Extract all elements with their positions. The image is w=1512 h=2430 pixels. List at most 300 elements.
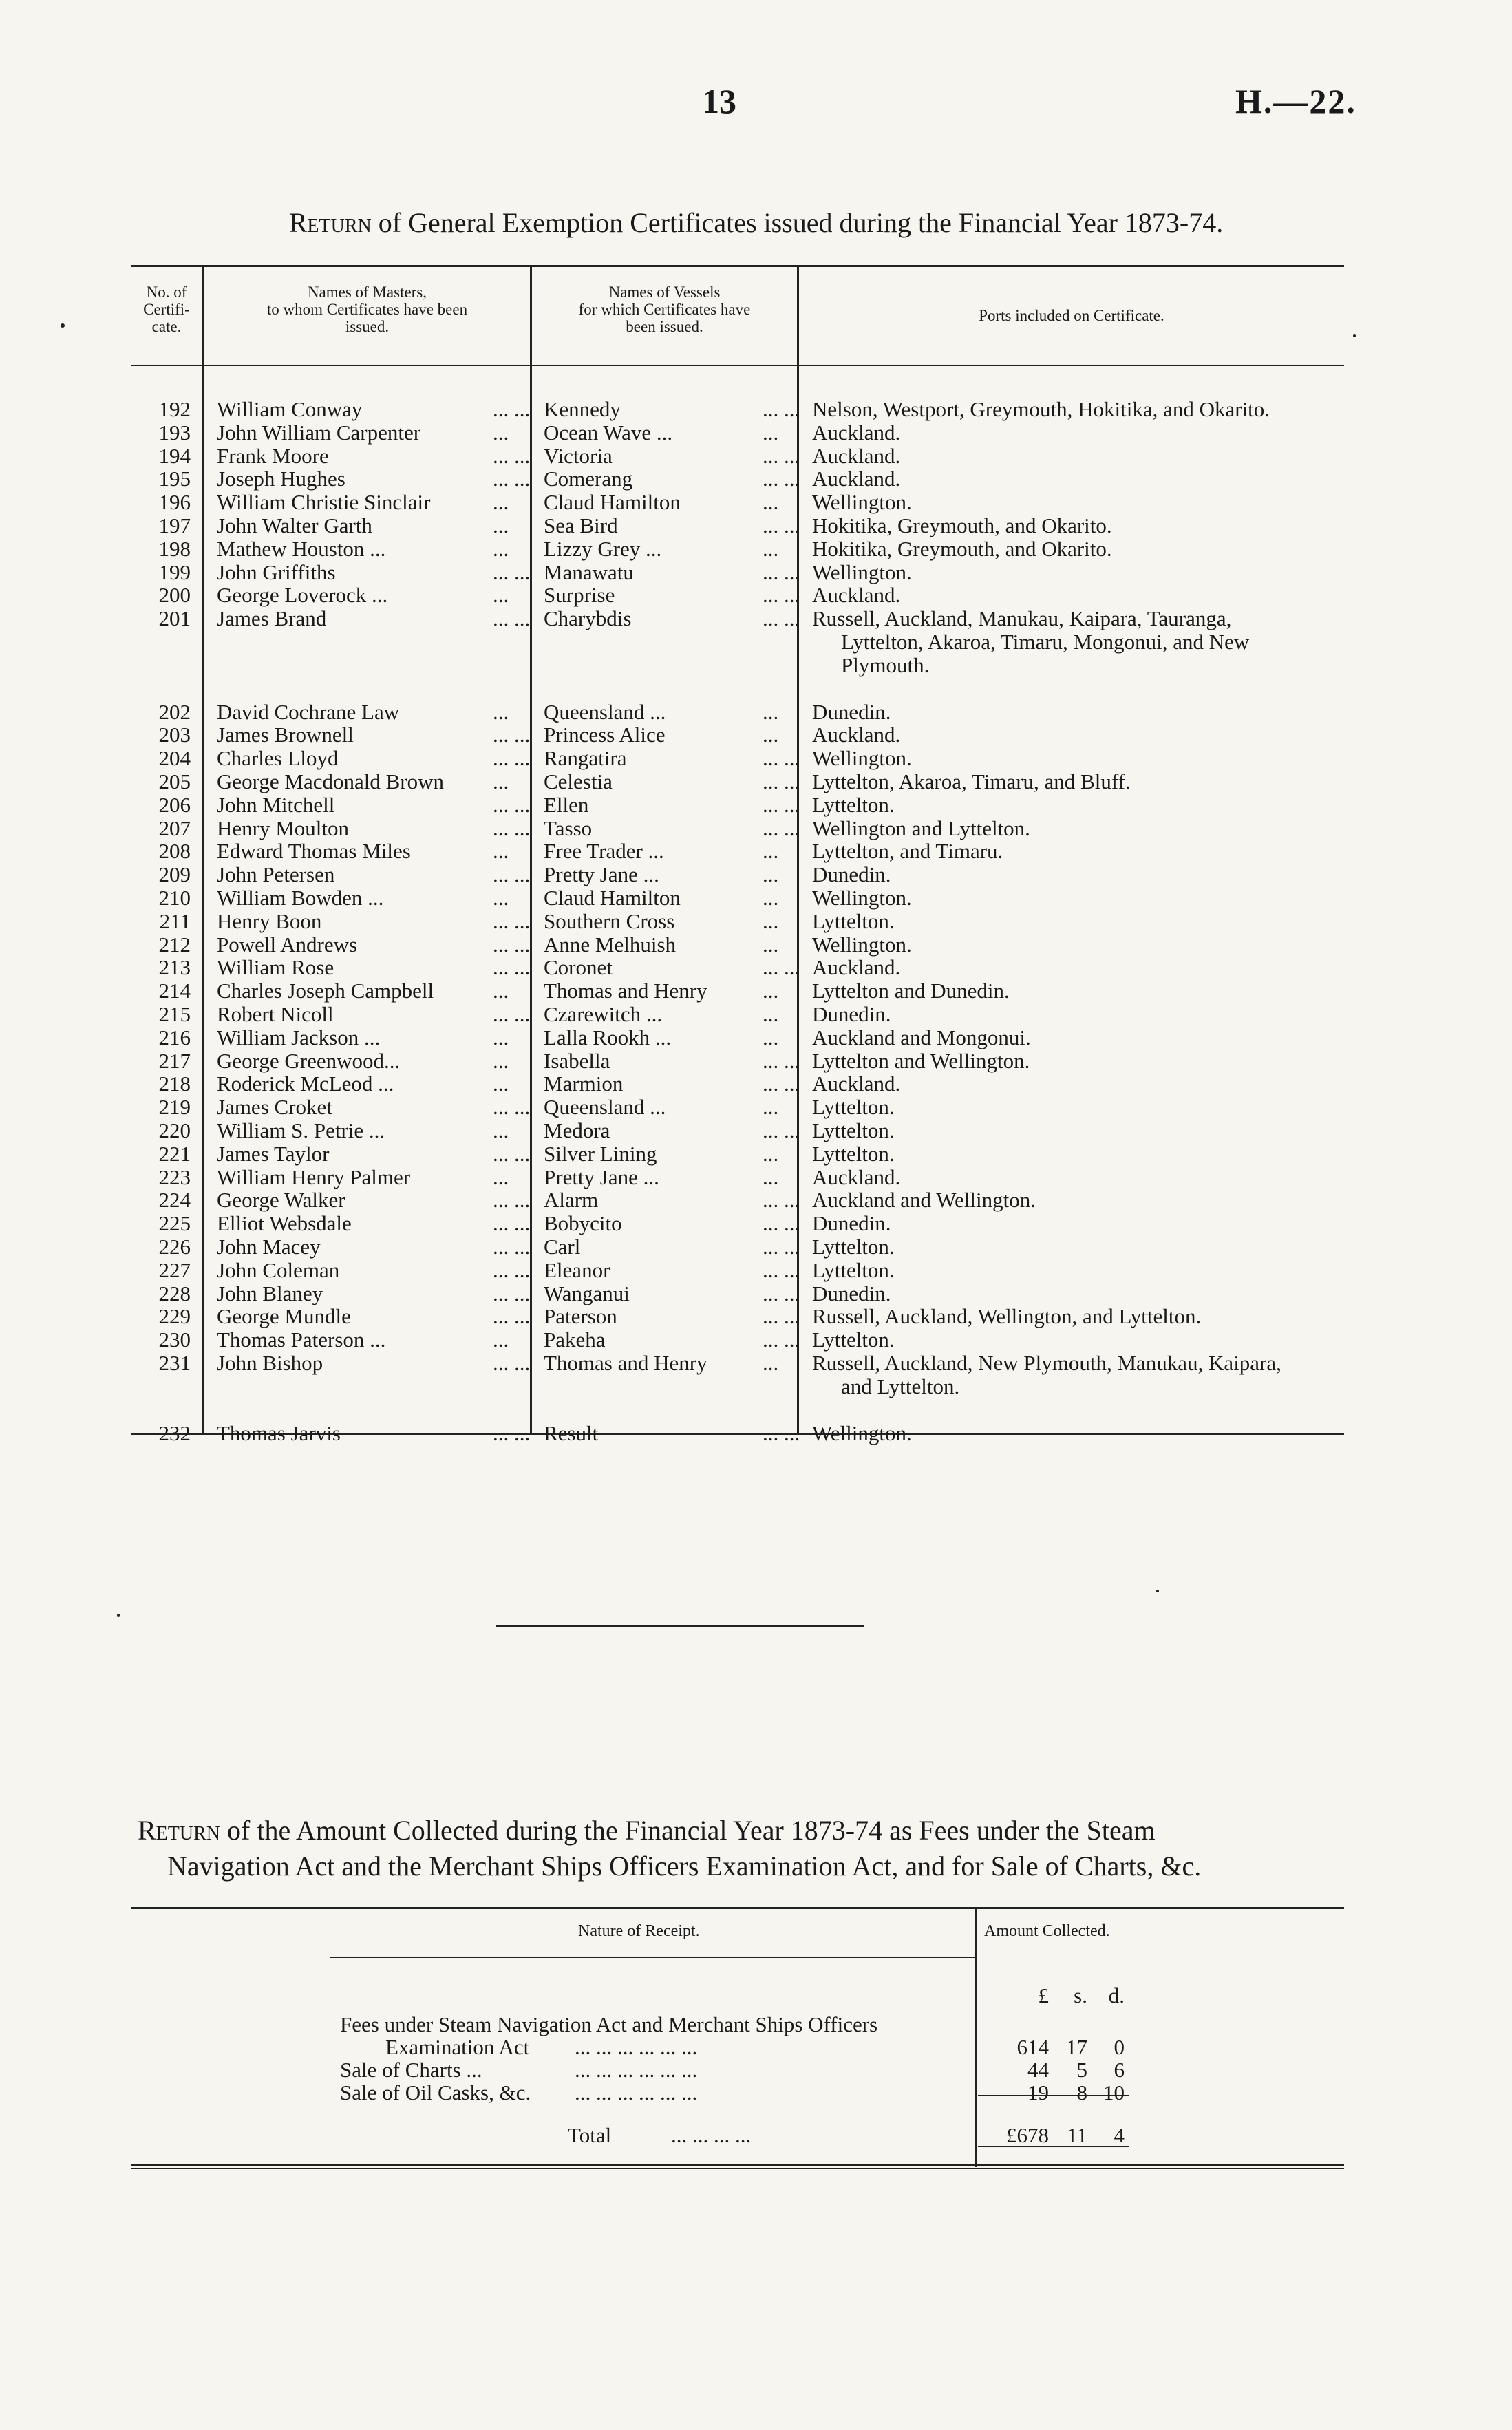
ports-included: Auckland and Mongonui. — [812, 1025, 1031, 1049]
section-separator — [496, 1625, 864, 1627]
vessel-name: Claud Hamilton — [544, 490, 681, 515]
vessel-name: Ocean Wave ... — [544, 420, 673, 445]
certificate-number: 229 — [158, 1304, 191, 1329]
ports-included: Lyttelton. — [812, 1257, 895, 1282]
margin-mark — [1156, 1590, 1159, 1592]
certificate-number: 226 — [158, 1235, 191, 1259]
col-header-line: issued. — [345, 318, 390, 335]
master-name: William Christie Sinclair — [217, 490, 431, 515]
receipt-label: Fees under Steam Navigation Act and Merchant Ships Officers — [340, 2012, 878, 2036]
col-header-line: cate. — [151, 318, 182, 335]
master-name: William S. Petrie ... — [217, 1118, 385, 1142]
leader-dots: ... ... — [763, 1072, 800, 1096]
fees-column-divider — [975, 1907, 977, 2167]
table-row — [0, 863, 1512, 886]
leader-dots: ... ... — [763, 1235, 800, 1259]
master-name: John Blaney — [217, 1281, 323, 1305]
master-name: George Mundle — [217, 1304, 351, 1329]
leader-dots: ... — [493, 1328, 509, 1352]
vessel-name: Result — [544, 1420, 599, 1445]
leader-dots: ... ... — [493, 932, 531, 957]
amount-pounds: 614 — [1016, 2035, 1049, 2059]
leader-dots: ... ... — [493, 1351, 531, 1375]
title-rest: of General Exemption Certificates issued during the Financial Year 1873-74. — [371, 207, 1224, 238]
vessel-name: Marmion — [544, 1072, 624, 1096]
ports-continuation: and Lyttelton. — [841, 1374, 960, 1398]
col-header-line: Names of Vessels — [608, 284, 721, 301]
amount-pounds: 19 — [1027, 2080, 1049, 2104]
leader-dots: ... — [493, 536, 509, 561]
certificate-number: 201 — [158, 606, 191, 631]
master-name: George Macdonald Brown — [217, 769, 445, 793]
title-lead: Return — [288, 207, 372, 238]
leader-dots: ... — [763, 1141, 779, 1166]
table-row — [0, 1305, 1512, 1328]
title-lead: Return — [138, 1815, 221, 1846]
leader-dots: ... ... — [763, 769, 800, 793]
certificate-number: 204 — [158, 746, 191, 771]
vessel-name: Charybdis — [544, 606, 632, 631]
table-row — [0, 1026, 1512, 1049]
ports-included: Auckland. — [812, 583, 901, 608]
title-rest: of the Amount Collected during the Financial Year 1873-74 as Fees under the Steam — [220, 1815, 1156, 1846]
vessel-name: Princess Alice — [544, 723, 666, 747]
vessel-name: Silver Lining — [544, 1141, 657, 1166]
vessel-name: Free Trader ... — [544, 839, 664, 864]
leader-dots: ... — [763, 1164, 779, 1189]
leader-dots: ... ... — [493, 1002, 531, 1026]
leader-dots: ... ... — [493, 723, 531, 747]
leader-dots: ... — [493, 839, 509, 864]
ports-included: Lyttelton. — [812, 1328, 895, 1352]
shillings-heading: s. — [1074, 1983, 1087, 2007]
leader-dots: ... ... — [763, 1257, 800, 1282]
table-row — [0, 1352, 1512, 1375]
leader-dots: ... ... — [493, 1257, 531, 1282]
amount-pence: 0 — [1114, 2035, 1125, 2059]
leader-dots: ... — [493, 1048, 509, 1073]
vessel-name: Medora — [544, 1118, 610, 1142]
vessel-name: Manawatu — [544, 559, 634, 584]
vessel-name: Tasso — [544, 816, 593, 840]
leader-dots: ... — [763, 862, 779, 887]
ports-included: Lyttelton. — [812, 908, 895, 933]
table-row — [0, 933, 1512, 957]
leader-dots: ... ... ... ... ... ... — [575, 2035, 698, 2059]
leader-dots: ... ... — [763, 1211, 800, 1236]
master-name: William Jackson ... — [217, 1025, 381, 1049]
col-header-line: Names of Masters, — [307, 284, 427, 301]
fees-header-rule — [330, 1957, 975, 1958]
col-header-line: been issued. — [626, 318, 703, 335]
margin-mark — [1353, 334, 1356, 337]
certificate-number: 216 — [158, 1025, 191, 1049]
leader-dots: ... — [763, 979, 779, 1003]
table-row — [0, 701, 1512, 724]
vessel-name: Southern Cross — [544, 908, 675, 933]
leader-dots: ... ... — [493, 1188, 531, 1213]
table-row — [0, 840, 1512, 863]
master-name: John Macey — [217, 1235, 321, 1259]
leader-dots: ... — [763, 1002, 779, 1026]
leader-dots: ... ... — [763, 1281, 800, 1305]
ports-included: Auckland. — [812, 1072, 901, 1096]
vessel-name: Coronet — [544, 955, 613, 980]
vessel-name: Pretty Jane ... — [544, 862, 659, 887]
certificate-number: 197 — [158, 513, 191, 537]
table-row — [0, 979, 1512, 1003]
table-row — [0, 607, 1512, 630]
leader-dots: ... ... — [493, 443, 531, 468]
table-row — [0, 886, 1512, 910]
ports-included: Dunedin. — [812, 1211, 891, 1236]
certificate-number: 206 — [158, 792, 191, 817]
certificate-number: 192 — [158, 397, 191, 421]
certificate-number: 209 — [158, 862, 191, 887]
fees-title-line-2: Navigation Act and the Merchant Ships Officers Examination Act, and for Sale of Charts, &c. — [167, 1851, 1202, 1882]
table-row — [0, 1189, 1512, 1212]
table-top-rule — [131, 265, 1344, 267]
ports-included: Auckland and Wellington. — [812, 1188, 1036, 1213]
col-header-nature-of-receipt: Nature of Receipt. — [578, 1922, 700, 1940]
master-name: Thomas Jarvis — [217, 1420, 341, 1445]
master-name: Henry Moulton — [217, 816, 350, 840]
master-name: George Loverock ... — [217, 583, 388, 608]
amount-pence: 10 — [1103, 2080, 1125, 2104]
master-name: Edward Thomas Miles — [217, 839, 411, 864]
leader-dots: ... — [763, 420, 779, 445]
vessel-name: Pretty Jane ... — [544, 1164, 659, 1189]
certificate-number: 205 — [158, 769, 191, 793]
table-row — [0, 561, 1512, 584]
certificate-number: 207 — [158, 816, 191, 840]
ports-included: Lyttelton, Akaroa, Timaru, and Bluff. — [812, 769, 1131, 793]
margin-mark — [117, 1614, 120, 1617]
leader-dots: ... — [493, 1118, 509, 1142]
certificate-number: 193 — [158, 420, 191, 445]
vessel-name: Lalla Rookh ... — [544, 1025, 672, 1049]
ports-included: Lyttelton. — [812, 1118, 895, 1142]
amount-pence: 6 — [1114, 2058, 1125, 2082]
ports-included: Wellington. — [812, 886, 912, 910]
master-name: John Bishop — [217, 1351, 323, 1375]
ports-included: Auckland. — [812, 467, 901, 491]
certificate-number: 212 — [158, 932, 191, 957]
certificate-number: 214 — [158, 979, 191, 1003]
ports-included: Auckland. — [812, 955, 901, 980]
master-name: James Brand — [217, 606, 327, 631]
fees-top-rule — [131, 1907, 1344, 1909]
leader-dots: ... ... — [763, 397, 800, 421]
leader-dots: ... — [763, 932, 779, 957]
ports-included: Wellington. — [812, 490, 912, 515]
ports-included: Wellington. — [812, 1420, 912, 1445]
ports-included: Hokitika, Greymouth, and Okarito. — [812, 513, 1112, 537]
ports-included: Auckland. — [812, 1164, 901, 1189]
vessel-name: Thomas and Henry — [544, 979, 707, 1003]
master-name: William Henry Palmer — [217, 1164, 411, 1189]
leader-dots: ... ... — [493, 1141, 531, 1166]
ports-included: Wellington. — [812, 559, 912, 584]
master-name: Frank Moore — [217, 443, 329, 468]
master-name: George Walker — [217, 1188, 345, 1213]
table-row — [0, 398, 1512, 421]
master-name: James Croket — [217, 1095, 332, 1120]
ports-included: Auckland. — [812, 443, 901, 468]
leader-dots: ... ... — [493, 467, 531, 491]
leader-dots: ... ... — [493, 792, 531, 817]
leader-dots: ... ... — [763, 559, 800, 584]
ports-included: Lyttelton. — [812, 1141, 895, 1166]
table-row — [0, 793, 1512, 817]
vessel-name: Comerang — [544, 467, 633, 491]
leader-dots: ... — [493, 583, 509, 608]
leader-dots: ... — [493, 513, 509, 537]
certificate-number: 200 — [158, 583, 191, 608]
vessel-name: Kennedy — [544, 397, 621, 421]
ports-included: Dunedin. — [812, 1002, 891, 1026]
document-reference: H.—22. — [1235, 82, 1356, 120]
table-row — [0, 1096, 1512, 1119]
table-row — [0, 1072, 1512, 1096]
leader-dots: ... ... — [763, 1188, 800, 1213]
master-name: John Coleman — [217, 1257, 340, 1282]
ports-included: Lyttelton, and Timaru. — [812, 839, 1003, 864]
ports-included: Lyttelton and Wellington. — [812, 1048, 1030, 1073]
receipt-label: Examination Act — [385, 2035, 530, 2059]
vessel-name: Ellen — [544, 792, 589, 817]
master-name: Robert Nicoll — [217, 1002, 334, 1026]
table-row — [0, 537, 1512, 561]
leader-dots: ... ... — [493, 955, 531, 980]
certificate-number: 196 — [158, 490, 191, 515]
table-row — [0, 956, 1512, 979]
vessel-name: Eleanor — [544, 1257, 610, 1282]
certificates-title — [0, 206, 1512, 239]
leader-dots: ... ... — [493, 1281, 531, 1305]
certificate-number: 227 — [158, 1257, 191, 1282]
table-row — [0, 1235, 1512, 1259]
master-name: William Rose — [217, 955, 334, 980]
ports-included: Wellington. — [812, 746, 912, 771]
certificate-number: 218 — [158, 1072, 191, 1096]
master-name: James Taylor — [217, 1141, 330, 1166]
master-name: James Brownell — [217, 723, 354, 747]
vessel-name: Pakeha — [544, 1328, 606, 1352]
leader-dots: ... ... — [493, 397, 531, 421]
certificate-number: 230 — [158, 1328, 191, 1352]
leader-dots: ... — [763, 1025, 779, 1049]
leader-dots: ... ... — [763, 1328, 800, 1352]
vessel-name: Queensland ... — [544, 1095, 666, 1120]
leader-dots: ... ... ... ... ... ... — [575, 2058, 698, 2082]
master-name: William Conway — [217, 397, 363, 421]
table-row — [0, 445, 1512, 468]
col-header-vessels — [532, 284, 797, 335]
table-row — [0, 467, 1512, 491]
leader-dots: ... — [763, 908, 779, 933]
ports-included: Auckland. — [812, 723, 901, 747]
vessel-name: Alarm — [544, 1188, 599, 1213]
table-row — [0, 1212, 1512, 1235]
ports-continuation: Lyttelton, Akaroa, Timaru, Mongonui, and New — [841, 630, 1250, 654]
leader-dots: ... ... — [763, 583, 800, 608]
leader-dots: ... — [493, 1025, 509, 1049]
table-row — [0, 1142, 1512, 1166]
leader-dots: ... — [493, 979, 509, 1003]
master-name: George Greenwood... — [217, 1048, 401, 1073]
leader-dots: ... ... ... ... ... ... — [575, 2080, 698, 2104]
col-header-masters — [204, 284, 530, 335]
ports-included: Lyttelton and Dunedin. — [812, 979, 1010, 1003]
leader-dots: ... — [763, 723, 779, 747]
ports-included: Russell, Auckland, Wellington, and Lyttelton. — [812, 1304, 1202, 1329]
amount-pounds: 44 — [1027, 2058, 1049, 2082]
master-name: John Griffiths — [217, 559, 336, 584]
fees-bottom-rule-thin — [131, 2168, 1344, 2169]
master-name: John William Carpenter — [217, 420, 421, 445]
certificate-number: 211 — [159, 908, 191, 933]
leader-dots: ... ... — [493, 746, 531, 771]
leader-dots: ... — [493, 1164, 509, 1189]
leader-dots: ... — [763, 886, 779, 910]
master-name: Charles Lloyd — [217, 746, 339, 771]
leader-dots: ... ... — [493, 862, 531, 887]
amount-shillings: 8 — [1076, 2080, 1087, 2104]
master-name: William Bowden ... — [217, 886, 384, 910]
certificate-number: 217 — [158, 1048, 191, 1073]
pounds-heading: £ — [1038, 1983, 1049, 2007]
leader-dots: ... ... — [763, 606, 800, 631]
leader-dots: ... — [493, 1072, 509, 1096]
leader-dots: ... — [763, 490, 779, 515]
vessel-name: Carl — [544, 1235, 581, 1259]
master-name: Mathew Houston ... — [217, 536, 386, 561]
leader-dots: ... — [763, 1095, 779, 1120]
vessel-name: Surprise — [544, 583, 615, 608]
ports-included: Wellington. — [812, 932, 912, 957]
col-header-line: Ports included on Certificate. — [979, 307, 1164, 324]
leader-dots: ... ... — [493, 816, 531, 840]
leader-dots: ... ... — [493, 1211, 531, 1236]
total-shillings: 11 — [1067, 2123, 1087, 2147]
certificate-number: 232 — [158, 1420, 191, 1445]
leader-dots: ... — [493, 490, 509, 515]
leader-dots: ... ... — [763, 746, 800, 771]
leader-dots: ... ... — [493, 1420, 531, 1445]
table-row — [0, 1259, 1512, 1282]
master-name: Charles Joseph Campbell — [217, 979, 434, 1003]
amount-shillings: 5 — [1076, 2058, 1087, 2082]
leader-dots: ... — [763, 536, 779, 561]
total-pounds: £678 — [1006, 2123, 1049, 2147]
table-row — [0, 514, 1512, 537]
leader-dots: ... ... — [763, 1118, 800, 1142]
ports-included: Wellington and Lyttelton. — [812, 816, 1030, 840]
vessel-name: Bobycito — [544, 1211, 622, 1236]
receipt-label: Sale of Charts ... — [340, 2058, 482, 2082]
leader-dots: ... ... — [493, 559, 531, 584]
vessel-name: Paterson — [544, 1304, 617, 1329]
master-name: Henry Boon — [217, 908, 322, 933]
master-name: John Mitchell — [217, 792, 335, 817]
master-name: David Cochrane Law — [217, 699, 400, 724]
col-header-line: No. of — [146, 284, 187, 301]
vessel-name: Rangatira — [544, 746, 627, 771]
vessel-name: Victoria — [544, 443, 613, 468]
table-row — [0, 584, 1512, 607]
certificate-number: 202 — [158, 699, 191, 724]
vessel-name: Celestia — [544, 769, 613, 793]
certificate-number: 195 — [158, 467, 191, 491]
col-header-line: for which Certificates have — [578, 301, 751, 318]
table-row — [0, 1049, 1512, 1073]
leader-dots: ... ... — [493, 1304, 531, 1329]
certificate-number: 220 — [158, 1118, 191, 1142]
ports-included: Russell, Auckland, New Plymouth, Manukau, Kaipara, — [812, 1351, 1281, 1375]
leader-dots: ... — [493, 886, 509, 910]
certificate-number: 198 — [158, 536, 191, 561]
master-name: John Petersen — [217, 862, 335, 887]
vessel-name: Anne Melhuish — [544, 932, 677, 957]
certificate-number: 194 — [158, 443, 191, 468]
certificate-number: 210 — [158, 886, 191, 910]
leader-dots: ... ... — [763, 467, 800, 491]
vessel-name: Thomas and Henry — [544, 1351, 707, 1375]
col-header-ports — [799, 307, 1344, 324]
table-row — [0, 1003, 1512, 1026]
master-name: John Walter Garth — [217, 513, 372, 537]
ports-included: Dunedin. — [812, 1281, 891, 1305]
certificate-number: 221 — [158, 1141, 191, 1166]
ports-included: Lyttelton. — [812, 1095, 895, 1120]
leader-dots: ... ... — [763, 1048, 800, 1073]
receipt-label: Sale of Oil Casks, &c. — [340, 2080, 531, 2104]
leader-dots: ... ... — [763, 792, 800, 817]
leader-dots: ... ... — [763, 443, 800, 468]
table-header-rule — [131, 365, 1344, 366]
ports-included: Nelson, Westport, Greymouth, Hokitika, and Okarito. — [812, 397, 1270, 421]
leader-dots: ... ... — [763, 955, 800, 980]
leader-dots: ... ... — [493, 1235, 531, 1259]
table-row — [0, 770, 1512, 793]
table-row — [0, 747, 1512, 770]
vessel-name: Queensland ... — [544, 699, 666, 724]
leader-dots: ... ... ... ... — [671, 2123, 752, 2147]
table-row — [0, 910, 1512, 933]
total-label: Total — [568, 2123, 612, 2147]
ports-continuation: Plymouth. — [841, 652, 930, 677]
master-name: Joseph Hughes — [217, 467, 345, 491]
leader-dots: ... ... — [763, 513, 800, 537]
leader-dots: ... ... — [763, 816, 800, 840]
ports-included: Dunedin. — [812, 699, 891, 724]
leader-dots: ... — [493, 769, 509, 793]
ports-included: Russell, Auckland, Manukau, Kaipara, Tauranga, — [812, 606, 1232, 631]
col-header-line: Certifi- — [143, 301, 190, 318]
table-row — [0, 1166, 1512, 1189]
ports-included: Auckland. — [812, 420, 901, 445]
total-pence: 4 — [1114, 2123, 1125, 2147]
table-row — [0, 723, 1512, 747]
vessel-name: Lizzy Grey ... — [544, 536, 662, 561]
vessel-name: Czarewitch ... — [544, 1002, 663, 1026]
ports-included: Hokitika, Greymouth, and Okarito. — [812, 536, 1112, 561]
master-name: Powell Andrews — [217, 932, 358, 957]
leader-dots: ... ... — [493, 1095, 531, 1120]
table-row — [0, 491, 1512, 514]
vessel-name: Claud Hamilton — [544, 886, 681, 910]
